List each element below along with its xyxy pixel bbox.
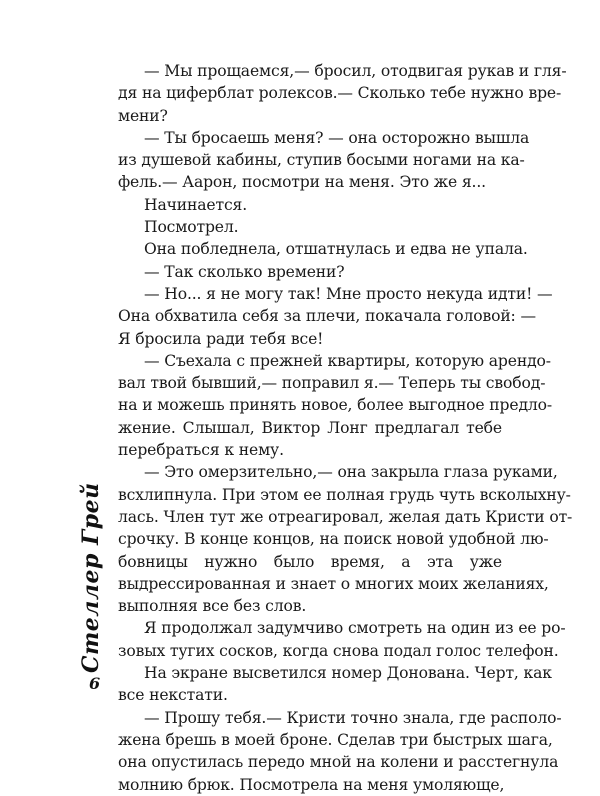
text-line: — Это омерзительно,— она закрыла глаза руками,: [144, 463, 558, 482]
text-line: молнию брюк. Посмотрела на меня умоляюще,: [118, 775, 505, 794]
text-line: Я бросила ради тебя все!: [118, 329, 324, 348]
text-line: Я продолжал задумчиво смотреть на один из ее ро-: [144, 619, 566, 638]
text-line: жена брешь в моей броне. Сделав три быстрых шага,: [118, 730, 553, 749]
text-line: — Так сколько времени?: [144, 262, 345, 281]
text-line: всхлипнула. При этом ее полная грудь чуть всколыхну-: [118, 485, 571, 504]
text-line: На экране высветился номер Донована. Черт, как: [144, 664, 552, 683]
text-line: вал твой бывший,— поправил я.— Теперь ты свобод-: [118, 374, 546, 393]
text-line: выполняя все без слов.: [118, 597, 307, 616]
text-line: — Мы прощаемся,— бросил, отодвигая рукав и гля-: [144, 62, 567, 80]
body-text: [118, 60, 573, 796]
page-number: 6: [89, 674, 101, 693]
text-line: Начинается.: [144, 195, 248, 214]
text-line: — Съехала с прежней квартиры, которую арендо-: [144, 351, 551, 370]
text-line: жение. Слышал, Виктор Лонг предлагал тебе: [118, 418, 502, 437]
author-name-text: Стеллер Грей: [78, 482, 104, 673]
text-line: выдрессированная и знает о многих моих желаниях,: [118, 574, 549, 593]
text-line: лась. Член тут же отреагировал, желая дать Кристи от-: [118, 507, 573, 526]
text-line: все некстати.: [118, 686, 228, 705]
text-line: фель.— Аарон, посмотри на меня. Это же я...: [118, 173, 486, 192]
text-line: из душевой кабины, ступив босыми ногами на ка-: [118, 151, 525, 170]
text-line: дя на циферблат ролексов.— Сколько тебе нужно вре-: [118, 84, 562, 103]
text-line: она опустилась передо мной на колени и расстегнула: [118, 753, 559, 772]
text-line: — Ты бросаешь меня? — она осторожно вышла: [144, 128, 530, 147]
text-line: бовницы нужно было время, а эта уже: [118, 552, 502, 571]
text-line: зовых тугих сосков, когда снова подал голос телефон.: [118, 641, 559, 660]
text-line: — Но... я не могу так! Мне просто некуда идти! —: [144, 284, 553, 303]
text-line: перебраться к нему.: [118, 441, 284, 460]
text-line: на и можешь принять новое, более выгодное предло-: [118, 396, 553, 415]
text-line: — Прошу тебя.— Кристи точно знала, где располо-: [144, 708, 562, 727]
text-line: Посмотрел.: [144, 218, 239, 237]
text-line: мени?: [118, 106, 168, 125]
text-line: срочку. В конце концов, на поиск новой удобной лю-: [118, 530, 549, 549]
text-line: Она побледнела, отшатнулась и едва не упала.: [144, 240, 528, 259]
text-line: Она обхватила себя за плечи, покачала головой: —: [118, 307, 536, 326]
author-name: [66, 482, 126, 675]
